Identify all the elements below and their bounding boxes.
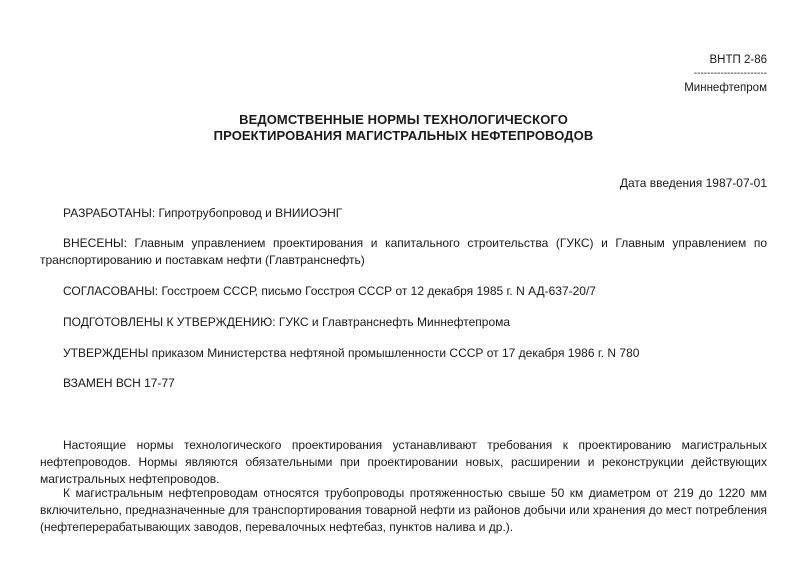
title-line-2: ПРОЕКТИРОВАНИЯ МАГИСТРАЛЬНЫХ НЕФТЕПРОВОДОВ	[213, 128, 594, 143]
definition-paragraph: К магистральным нефтепроводам относятся трубопроводы протяженностью свыше 50 км диаметром от 219 до 1220 мм включительно, предназначенные для транспортирования товарной нефти из районов добычи или хранения до мест потребления (нефтеперерабатывающих заводов, перевалочных нефтебаз, пунктов налива и др.).	[40, 486, 767, 534]
approved-by: УТВЕРЖДЕНЫ приказом Министерства нефтяной промышленности СССР от 17 декабря 1986 г. N 780	[63, 346, 640, 360]
developed-by: РАЗРАБОТАНЫ: Гипротрубопровод и ВНИИОЭНГ	[63, 206, 343, 220]
scope-paragraph: Настоящие нормы технологического проектирования устанавливают требования к проектированию магистральных нефтепроводов. Нормы являются обязательными при проектировании новых, расширении и реконструкции действующих магистральных нефтепроводов.	[40, 438, 767, 486]
replaces-document: ВЗАМЕН ВСН 17-77	[63, 376, 175, 390]
agreed-by: СОГЛАСОВАНЫ: Госстроем СССР, письмо Госстроя СССР от 12 декабря 1985 г. N АД-637-20/7	[63, 284, 596, 298]
document-code: ВНТП 2-86	[709, 54, 767, 66]
document-code-block	[684, 52, 767, 96]
introduced-by: ВНЕСЕНЫ: Главным управлением проектирования и капитального строительства (ГУКС) и Главным управлением по транспортированию и поставкам нефти (Главтранснефть)	[40, 236, 767, 267]
prepared-for-approval: ПОДГОТОВЛЕНЫ К УТВЕРЖДЕНИЮ: ГУКС и Главтранснефть Миннефтепрома	[63, 315, 511, 329]
issuing-organization: Миннефтепром	[684, 82, 767, 94]
code-separator: ----------------------	[693, 68, 767, 79]
effective-date: Дата введения 1987-07-01	[619, 176, 767, 190]
title-line-1: ВЕДОМСТВЕННЫЕ НОРМЫ ТЕХНОЛОГИЧЕСКОГО	[239, 112, 568, 127]
document-title	[0, 112, 807, 144]
